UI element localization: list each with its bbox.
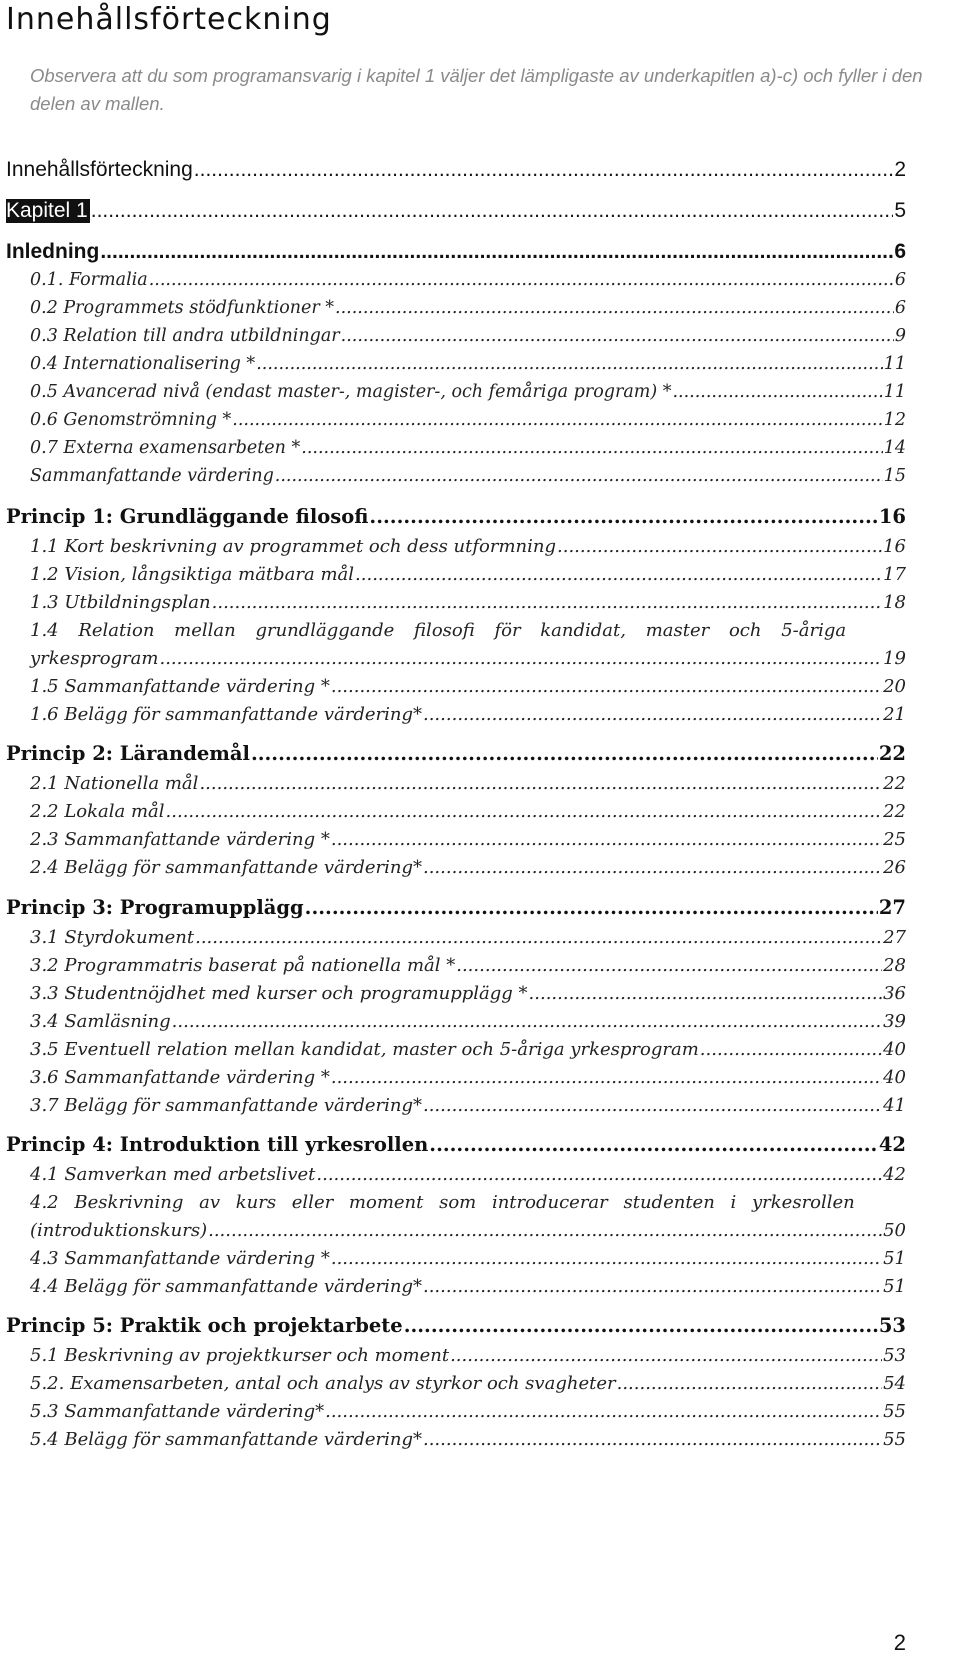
page-title: Innehållsförteckning (6, 2, 332, 37)
toc-entry-page: 14 (883, 438, 906, 458)
toc-entry-page: 55 (883, 1429, 906, 1450)
toc-entry[interactable] (30, 1220, 906, 1241)
toc-entry-page: 55 (883, 1401, 906, 1422)
dot-leader (429, 1133, 878, 1156)
toc-entry[interactable] (30, 857, 906, 878)
toc-entry-page: 2 (894, 158, 906, 181)
toc-entry[interactable] (6, 1314, 906, 1337)
dot-leader (423, 1095, 882, 1116)
toc-entry-title: 4.3 Sammanfattande värdering * (30, 1248, 330, 1269)
dot-leader (557, 536, 882, 557)
toc-entry[interactable] (30, 382, 906, 402)
toc-entry[interactable] (30, 1011, 906, 1032)
toc-entry-title: Princip 3: Programupplägg (6, 896, 304, 919)
toc-entry[interactable] (30, 648, 906, 669)
toc-entry-first-line[interactable]: 1.4 Relation mellan grundläggande filosofi för kandidat, master och 5-åriga (30, 620, 847, 641)
dot-leader (335, 298, 894, 318)
toc-entry[interactable] (30, 773, 906, 794)
dot-leader (305, 896, 878, 919)
toc-entry-page: 19 (883, 648, 906, 669)
toc-entry-title: Kapitel 1 (6, 199, 88, 222)
dot-leader (404, 1314, 878, 1337)
toc-entry-title: 5.3 Sammanfattande värdering* (30, 1401, 325, 1422)
toc-entry-title: 4.1 Samverkan med arbetslivet (30, 1164, 316, 1185)
dot-leader (331, 676, 882, 697)
dot-leader (199, 773, 882, 794)
toc-entry-page: 20 (883, 676, 906, 697)
toc-entry-title: 2.1 Nationella mål (30, 773, 199, 794)
dot-leader (423, 704, 882, 725)
toc-entry-title: 0.6 Genomströmning * (30, 410, 232, 430)
dot-leader (172, 1011, 882, 1032)
toc-entry-title: Princip 4: Introduktion till yrkesrollen (6, 1133, 429, 1156)
toc-entry[interactable] (30, 1429, 906, 1450)
toc-entry[interactable] (30, 676, 906, 697)
toc-entry-title: 3.3 Studentnöjdhet med kurser och programupplägg * (30, 983, 528, 1004)
toc-entry-title: 2.4 Belägg för sammanfattande värdering* (30, 857, 422, 878)
toc-entry-title: Princip 5: Praktik och projektarbete (6, 1314, 403, 1337)
toc-entry-page: 36 (883, 983, 906, 1004)
toc-entry-title: Inledning (6, 240, 100, 263)
dot-leader (275, 466, 883, 486)
dot-leader (331, 829, 882, 850)
toc-entry-title: 3.4 Samläsning (30, 1011, 171, 1032)
toc-entry-title: 3.5 Eventuell relation mellan kandidat, master och 5-åriga yrkesprogram (30, 1039, 699, 1060)
dot-leader (316, 1164, 882, 1185)
toc-entry-title: Sammanfattande värdering (30, 466, 274, 486)
toc-entry[interactable] (6, 240, 906, 264)
toc-entry[interactable] (6, 158, 906, 182)
toc-entry[interactable] (30, 1276, 906, 1297)
toc-entry-page: 21 (883, 704, 906, 725)
toc-entry-title: 0.4 Internationalisering * (30, 354, 256, 374)
toc-entry-title: 5.1 Beskrivning av projektkurser och moment (30, 1345, 450, 1366)
toc-entry-page: 42 (878, 1133, 906, 1156)
toc-entry[interactable] (30, 466, 906, 486)
toc-entry-page: 39 (883, 1011, 906, 1032)
toc-entry-page: 28 (883, 955, 906, 976)
dot-leader (100, 240, 893, 264)
page-number: 2 (893, 1630, 906, 1655)
toc-entry-page: 51 (883, 1248, 906, 1269)
toc-entry-title: Princip 1: Grundläggande filosofi (6, 505, 369, 528)
dot-leader (195, 927, 882, 948)
toc-entry-title: 1.5 Sammanfattande värdering * (30, 676, 330, 697)
toc-entry-title: 1.1 Kort beskrivning av programmet och dess utformning (30, 536, 556, 557)
instruction-note: Observera att du som programansvarig i kapitel 1 väljer det lämpligaste av underkapitlen a)-c) och fyller i den delen av mallen. (30, 65, 923, 114)
dot-leader (331, 1067, 882, 1088)
dot-leader (423, 1276, 882, 1297)
toc-entry-page: 17 (883, 564, 906, 585)
toc-entry[interactable] (30, 438, 906, 458)
toc-entry[interactable] (30, 536, 906, 557)
dot-leader (456, 955, 882, 976)
dot-leader (341, 326, 894, 346)
toc-entry-page: 50 (883, 1220, 906, 1241)
dot-leader (251, 742, 878, 765)
toc-entry[interactable] (30, 1401, 906, 1422)
toc-entry-page: 11 (883, 354, 906, 374)
toc-entry-title: 4.4 Belägg för sammanfattande värdering* (30, 1276, 422, 1297)
toc-entry[interactable] (30, 983, 906, 1004)
dot-leader (194, 158, 894, 182)
toc-entry-page: 40 (883, 1067, 906, 1088)
toc-entry-page: 6 (894, 270, 906, 290)
toc-entry-page: 27 (883, 927, 906, 948)
toc-entry[interactable] (6, 199, 906, 223)
toc-entry[interactable] (30, 354, 906, 374)
toc-entry-title: 5.2. Examensarbeten, antal och analys av styrkor och svagheter (30, 1373, 616, 1394)
toc-entry-page: 12 (883, 410, 906, 430)
dot-leader (256, 354, 883, 374)
toc-entry-title: 0.5 Avancerad nivå (endast master-, magister-, och femåriga program) * (30, 382, 672, 402)
toc-entry-page: 5 (894, 199, 906, 222)
dot-leader (208, 1220, 882, 1241)
toc-entry-title: 2.2 Lokala mål (30, 801, 165, 822)
toc-entry[interactable] (30, 801, 906, 822)
dot-leader (423, 1429, 882, 1450)
toc-entry[interactable] (6, 742, 906, 765)
dot-leader (91, 199, 894, 223)
toc-entry-first-line[interactable]: 4.2 Beskrivning av kurs eller moment som introducerar studenten i yrkesrollen (30, 1192, 855, 1213)
toc-entry-page: 16 (883, 536, 906, 557)
dot-leader (149, 270, 894, 290)
toc-entry-title: 1.2 Vision, långsiktiga mätbara mål (30, 564, 355, 585)
toc-entry-title: 1.6 Belägg för sammanfattande värdering* (30, 704, 422, 725)
toc-entry-title: Princip 2: Lärandemål (6, 742, 250, 765)
toc-entry[interactable] (30, 1373, 906, 1394)
toc-entry-page: 15 (883, 466, 906, 486)
toc-entry[interactable] (30, 829, 906, 850)
toc-entry-page: 6 (894, 298, 906, 318)
dot-leader (212, 592, 882, 613)
toc-entry-title: 5.4 Belägg för sammanfattande värdering* (30, 1429, 422, 1450)
toc-entry[interactable] (30, 955, 906, 976)
toc-entry-page: 16 (878, 505, 906, 528)
toc-entry-title: 0.7 Externa examensarbeten * (30, 438, 301, 458)
toc-entry[interactable] (30, 1067, 906, 1088)
toc-entry[interactable] (30, 564, 906, 585)
dot-leader (617, 1373, 883, 1394)
toc-entry-page: 22 (878, 742, 906, 765)
toc-entry-page: 40 (883, 1039, 906, 1060)
toc-entry-title: 3.7 Belägg för sammanfattande värdering* (30, 1095, 422, 1116)
dot-leader (166, 801, 883, 822)
dot-leader (450, 1345, 882, 1366)
dot-leader (423, 857, 882, 878)
toc-entry[interactable] (6, 1133, 906, 1156)
dot-leader (301, 438, 882, 458)
toc-entry-page: 6 (894, 240, 906, 263)
toc-entry-page: 53 (878, 1314, 906, 1337)
toc-entry-page: 42 (883, 1164, 906, 1185)
toc-entry[interactable] (30, 298, 906, 318)
toc-entry-page: 41 (883, 1095, 906, 1116)
toc-entry-page: 11 (883, 382, 906, 402)
toc-entry-page: 22 (883, 801, 906, 822)
dot-leader (369, 505, 877, 528)
dot-leader (529, 983, 883, 1004)
toc-entry[interactable] (30, 326, 906, 346)
toc-entry-title: 2.3 Sammanfattande värdering * (30, 829, 330, 850)
toc-entry-page: 22 (883, 773, 906, 794)
toc-entry[interactable] (6, 505, 906, 528)
toc-entry-title: 0.3 Relation till andra utbildningar (30, 326, 340, 346)
toc-entry[interactable] (30, 927, 906, 948)
toc-entry-title: 1.3 Utbildningsplan (30, 592, 211, 613)
toc-entry[interactable] (30, 1345, 906, 1366)
toc-entry-page: 25 (883, 829, 906, 850)
dot-leader (700, 1039, 882, 1060)
toc-entry-page: 54 (883, 1373, 906, 1394)
toc-entry[interactable] (6, 896, 906, 919)
dot-leader (232, 410, 882, 430)
toc-entry-title: (introduktionskurs) (30, 1220, 208, 1241)
toc-entry[interactable] (30, 704, 906, 725)
toc-entry-title: 3.2 Programmatris baserat på nationella mål * (30, 955, 456, 976)
toc-entry-page: 53 (883, 1345, 906, 1366)
toc-entry-page: 9 (894, 326, 906, 346)
toc-entry-page: 27 (878, 896, 906, 919)
toc-entry[interactable] (30, 1248, 906, 1269)
toc-entry[interactable] (30, 270, 906, 290)
toc-entry[interactable] (30, 410, 906, 430)
toc-entry-title: 3.6 Sammanfattande värdering * (30, 1067, 330, 1088)
toc-entry-title: 0.2 Programmets stödfunktioner * (30, 298, 335, 318)
toc-entry-title: 3.1 Styrdokument (30, 927, 195, 948)
dot-leader (159, 648, 882, 669)
toc-entry-page: 18 (883, 592, 906, 613)
toc-entry-page: 51 (883, 1276, 906, 1297)
toc-entry[interactable] (30, 592, 906, 613)
dot-leader (331, 1248, 882, 1269)
toc-entry-title: 0.1. Formalia (30, 270, 148, 290)
dot-leader (325, 1401, 882, 1422)
toc-entry[interactable] (30, 1164, 906, 1185)
toc-entry[interactable] (30, 1095, 906, 1116)
toc-entry-title: yrkesprogram (30, 648, 159, 669)
toc-entry-title: Innehållsförteckning (6, 158, 193, 181)
toc-entry-page: 26 (883, 857, 906, 878)
dot-leader (672, 382, 882, 402)
dot-leader (355, 564, 882, 585)
toc-entry[interactable] (30, 1039, 906, 1060)
